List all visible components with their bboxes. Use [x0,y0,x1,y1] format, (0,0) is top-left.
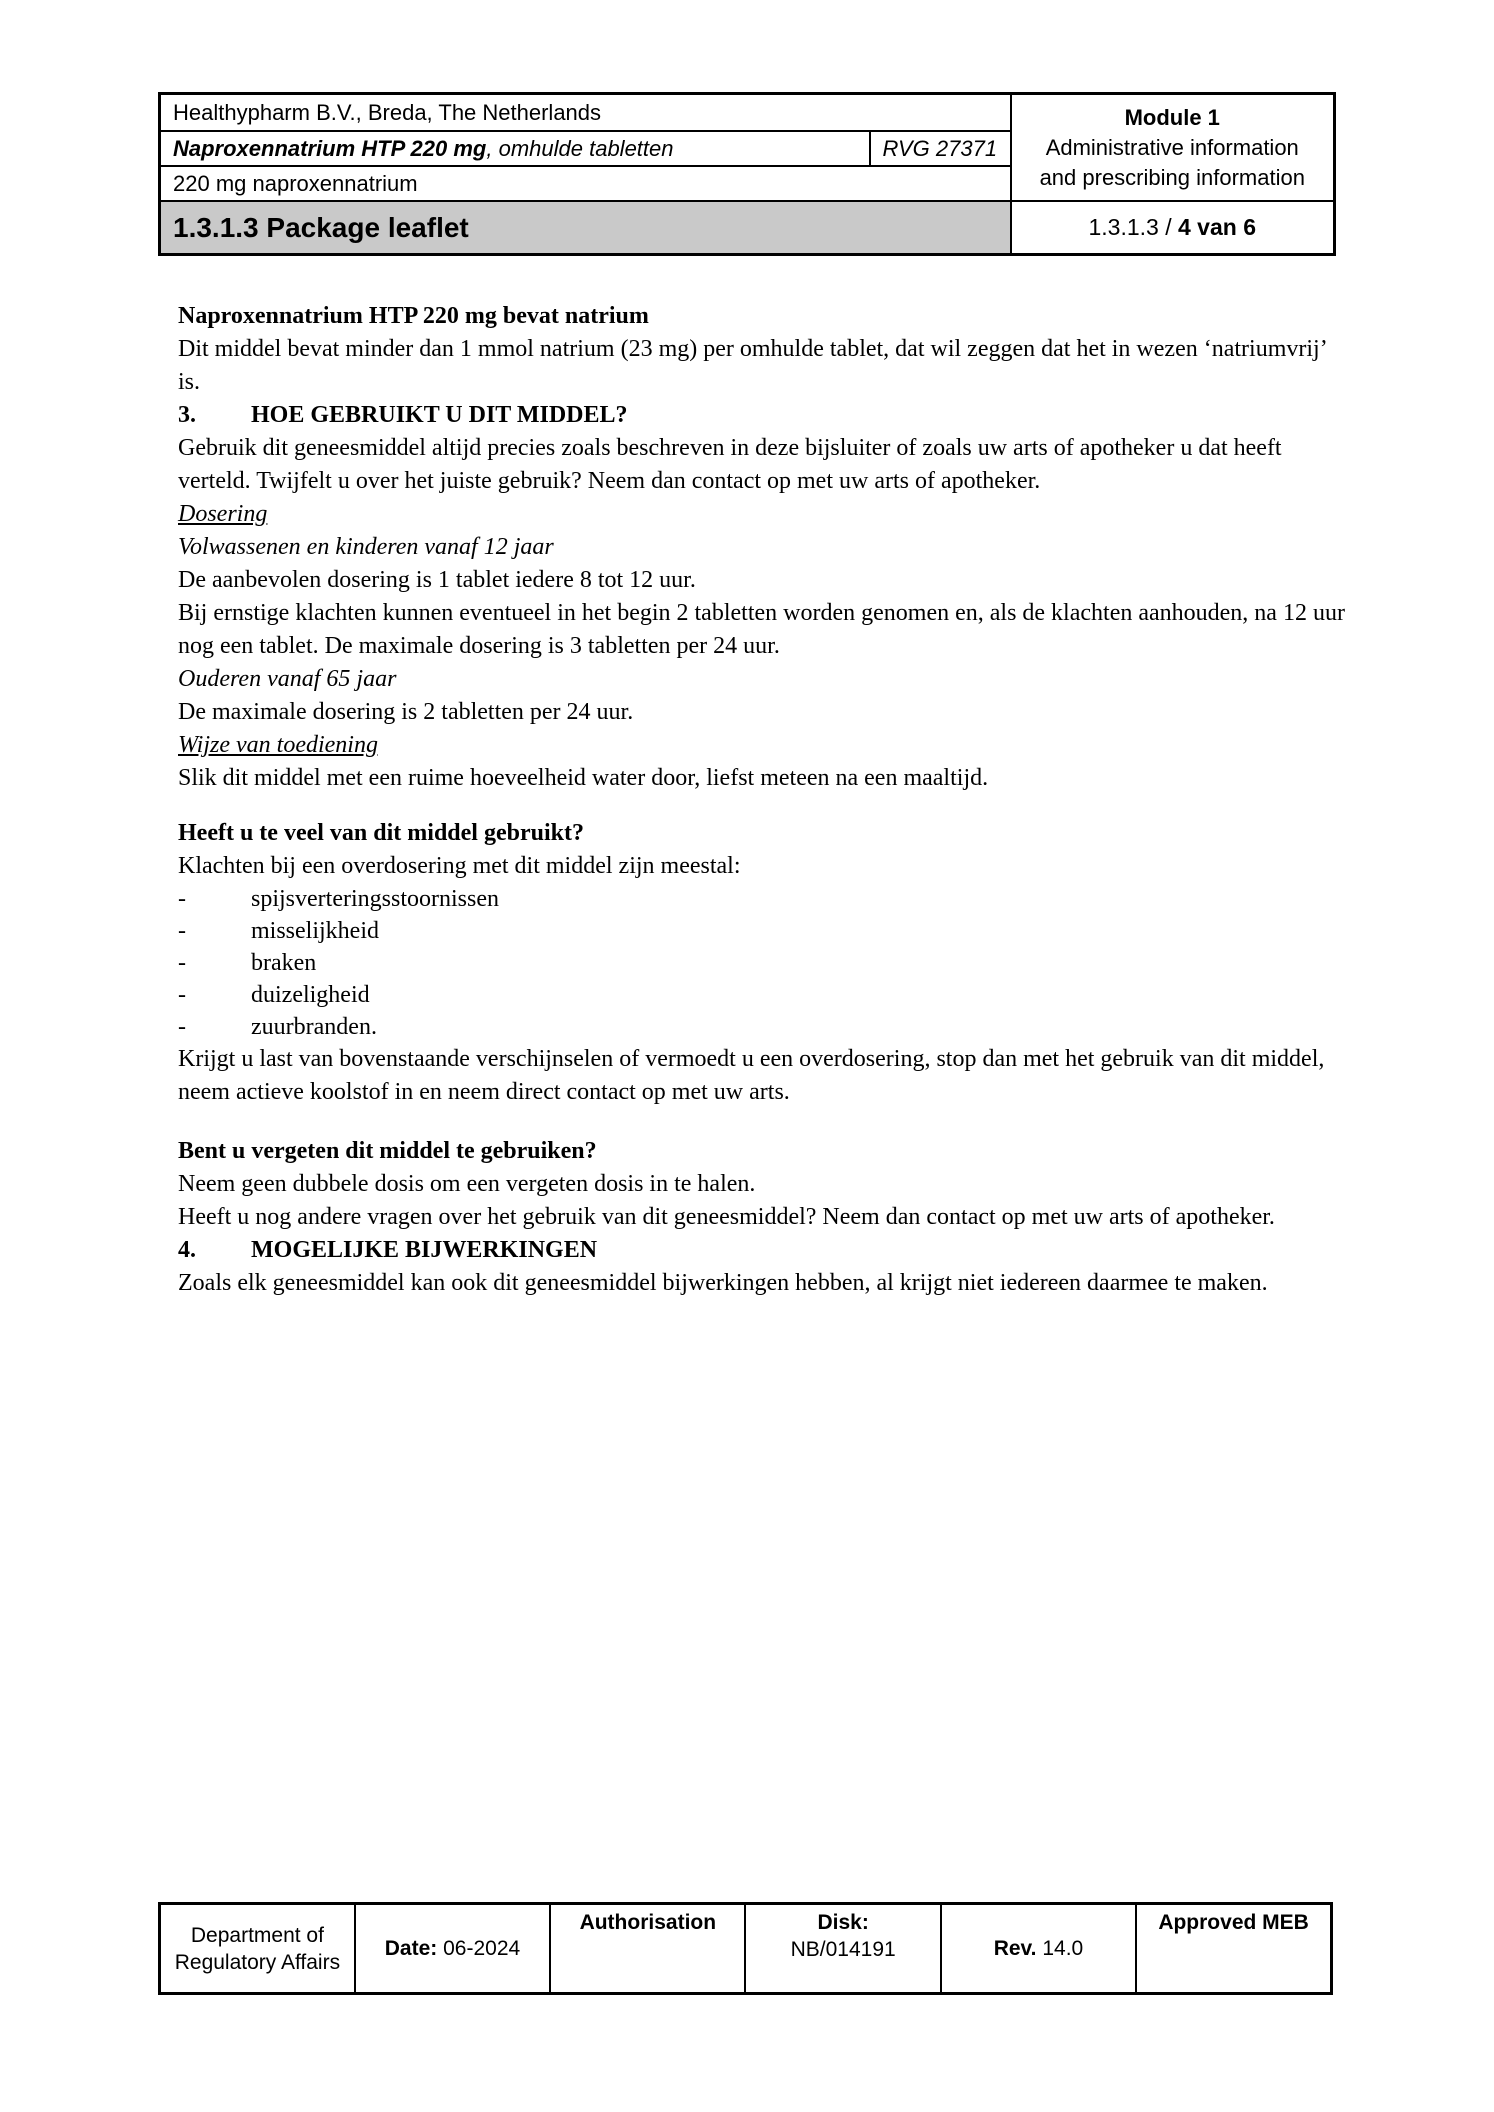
header-table [158,92,1336,256]
company-name: Healthypharm B.V., Breda, The Netherlands [173,99,602,125]
rev-value: 14.0 [1042,1937,1084,1960]
rev-label: Rev. [993,1937,1037,1960]
bullet-dash: - [178,982,186,1008]
sodium-block [178,300,1346,399]
footer-table [158,1902,1333,1995]
dosing-heading: Dosering [178,501,268,527]
date-value: 06-2024 [443,1937,521,1960]
questions-text: Heeft u nog andere vragen over het gebruik van dit geneesmiddel? Neem dan contact op met uw arts of apotheker. [178,1204,1275,1230]
list-item [178,1011,1346,1043]
disk-cell [745,1904,940,1994]
strength-cell: 220 mg naproxennatrium [160,166,1011,201]
rvg-number-cell: RVG 27371 [870,131,1011,166]
product-form: , omhulde tabletten [486,135,674,161]
list-item [178,915,1346,947]
overdose-heading: Heeft u te veel van dit middel gebruikt? [178,820,584,846]
page-ref-number: 4 van 6 [1178,214,1256,240]
overdose-action: Krijgt u last van bovenstaande verschijnselen of vermoedt u een overdosering, stop dan met het gebruik van dit middel, neem actieve koolstof in en neem direct contact op met uw arts. [178,1046,1325,1105]
leaflet-body [178,241,1346,1300]
bullet-dash: - [178,886,186,912]
disk-label: Disk: [817,1911,869,1934]
forgotten-block [178,1135,1346,1201]
usage-intro: Gebruik dit geneesmiddel altijd precies zoals beschreven in deze bijsluiter of zoals uw arts of apotheker u dat heeft verteld. Twijfelt u over het juiste gebruik? Neem dan contact op met uw arts of apotheker. [178,435,1282,494]
module-cell [1011,94,1335,202]
section-3-number: 3. [178,402,196,428]
symptom-text: duizeligheid [251,982,370,1008]
authorisation-cell [550,1904,745,1994]
approved-cell [1136,1904,1331,1994]
authorisation-label: Authorisation [579,1911,717,1934]
forgotten-heading: Bent u vergeten dit middel te gebruiken? [178,1138,597,1164]
company-cell [160,94,1011,132]
department-cell: Department of Regulatory Affairs [160,1904,355,1994]
date-cell [355,1904,550,1994]
list-item [178,947,1346,979]
rev-cell [941,1904,1136,1994]
product-name: Naproxennatrium HTP 220 mg [173,135,487,161]
section-4-title: MOGELIJKE BIJWERKINGEN [251,1237,598,1263]
list-item [178,979,1346,1011]
list-item [178,883,1346,915]
administration-text: Slik dit middel met een ruime hoeveelheid water door, liefst meteen na een maaltijd. [178,765,989,791]
module-line1: Administrative information [1045,134,1299,160]
section-3-heading [178,399,1346,432]
approved-label: Approved MEB [1158,1911,1309,1934]
symptom-text: spijsverteringsstoornissen [251,886,499,912]
section-4-heading [178,1234,1346,1267]
bullet-dash: - [178,918,186,944]
severe-dose-text: Bij ernstige klachten kunnen eventueel in het begin 2 tabletten worden genomen en, als de klachten aanhouden, na 12 uur nog een tablet. De maximale dosering is 3 tabletten per 24 uur. [178,600,1345,659]
module-title: Module 1 [1124,104,1220,130]
adults-subheading: Volwassenen en kinderen vanaf 12 jaar [178,534,554,560]
elderly-dose-text: De maximale dosering is 2 tabletten per 24 uur. [178,699,634,725]
disk-value: NB/014191 [790,1938,896,1961]
sodium-heading: Naproxennatrium HTP 220 mg bevat natrium [178,303,649,329]
product-cell [160,131,870,166]
module-line2: and prescribing information [1039,164,1305,190]
date-label: Date: [384,1937,438,1960]
overdose-intro: Klachten bij een overdosering met dit middel zijn meestal: [178,853,741,879]
section-4-number: 4. [178,1237,196,1263]
section-3-title: HOE GEBRUIKT U DIT MIDDEL? [251,402,628,428]
symptom-text: braken [251,950,317,976]
symptom-text: zuurbranden. [251,1014,377,1040]
bullet-dash: - [178,1014,186,1040]
elderly-subheading: Ouderen vanaf 65 jaar [178,666,397,692]
section-title-cell: 1.3.1.3 Package leaflet [160,201,1011,255]
overdose-block [178,817,1346,883]
bullet-dash: - [178,950,186,976]
page-ref-prefix: 1.3.1.3 / [1088,214,1172,240]
forgotten-text: Neem geen dubbele dosis om een vergeten dosis in te halen. [178,1171,756,1197]
administration-heading: Wijze van toediening [178,732,378,758]
symptom-list [178,883,1346,1043]
symptom-text: misselijkheid [251,918,379,944]
sodium-text: Dit middel bevat minder dan 1 mmol natrium (23 mg) per omhulde tablet, dat wil zeggen dat het in wezen ‘natriumvrij’ is. [178,336,1326,395]
adults-dose-text: De aanbevolen dosering is 1 tablet iedere 8 tot 12 uur. [178,567,696,593]
side-effects-intro: Zoals elk geneesmiddel kan ook dit geneesmiddel bijwerkingen hebben, al krijgt niet iedereen daarmee te maken. [178,1270,1268,1296]
